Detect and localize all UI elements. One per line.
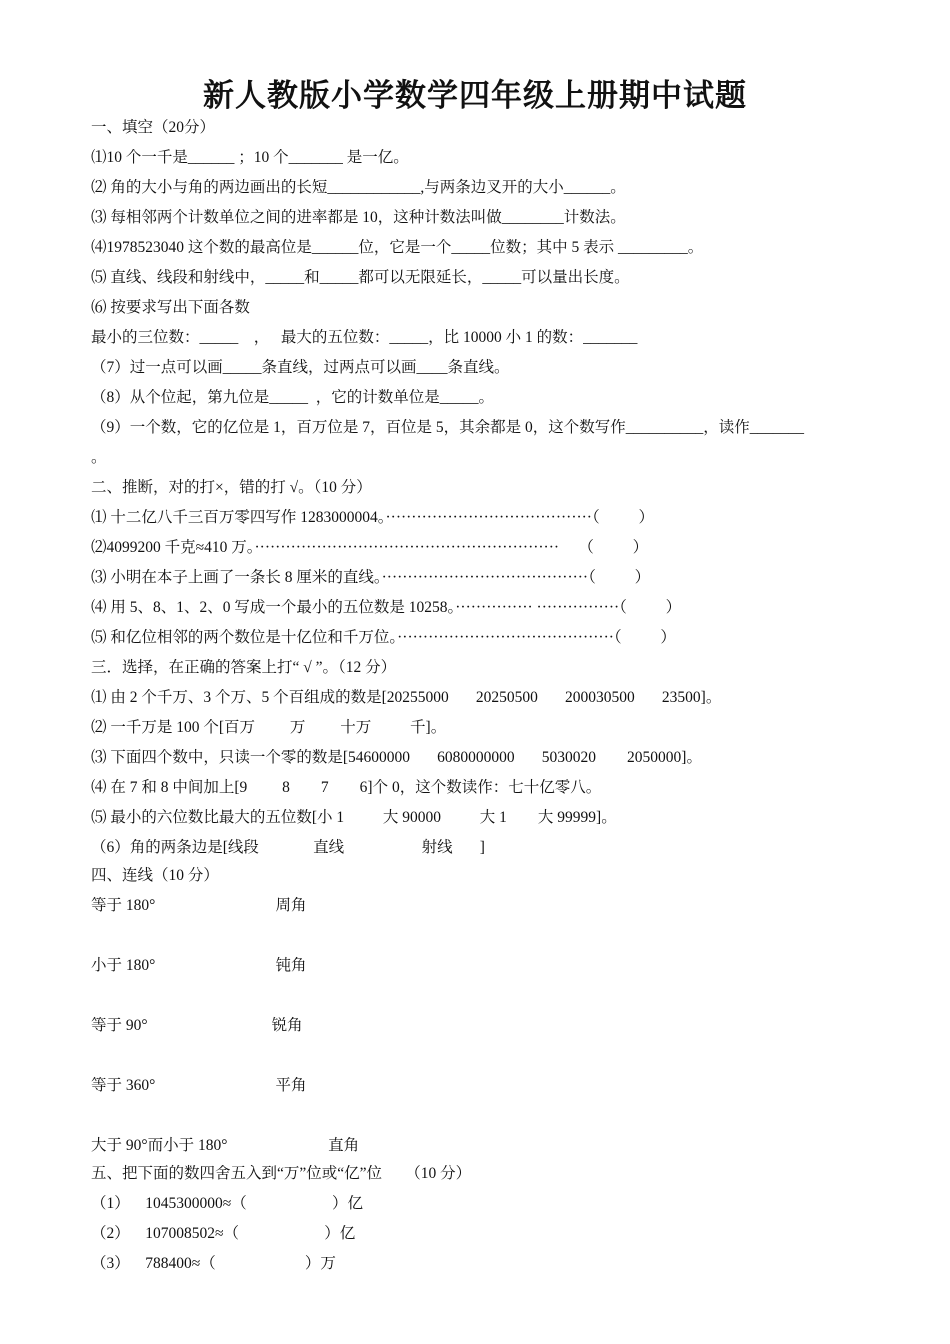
question-line: （6）角的两条边是[线段 直线 射线 ] (91, 839, 485, 856)
question-line: 最小的三位数：_____ ， 最大的五位数：_____，比 10000 小 1 的数：_______ (91, 329, 638, 346)
question-line: ⑶ 小明在本子上画了一条长 8 厘米的直线。········································（ ） (91, 569, 651, 586)
matching-row: 小于 180° 钝角 (91, 957, 307, 974)
section-1-heading: 一、填空（20分） (91, 119, 216, 136)
question-line: ⑴ 十二亿八千三百万零四写作 1283000004。········································（ ） (91, 509, 654, 526)
question-line: ⑵ 角的大小与角的两边画出的长短____________,与两条边叉开的大小______。 (91, 179, 626, 196)
question-line: （3） 788400≈（ ）万 (91, 1255, 336, 1272)
question-line: ⑸ 和亿位相邻的两个数位是十亿位和千万位。··········································（ ） (91, 629, 676, 646)
question-line: （8）从个位起，第九位是_____ ，它的计数单位是_____。 (91, 389, 495, 406)
question-line: ⑷1978523040 这个数的最高位是______位，它是一个_____位数；其中 5 表示 _________。 (91, 239, 704, 256)
question-line: ⑵ 一千万是 100 个[百万 万 十万 千]。 (91, 719, 447, 736)
question-line: ⑴ 由 2 个千万、3 个万、5 个百组成的数是[20255000 20250500 200030500 23500]。 (91, 689, 722, 706)
section-5-heading: 五、把下面的数四舍五入到“万”位或“亿”位 （10 分） (91, 1165, 472, 1182)
matching-row: 等于 180° 周角 (91, 897, 307, 914)
matching-row: 等于 90° 锐角 (91, 1017, 303, 1034)
question-line: ⑶ 下面四个数中，只读一个零的数是[54600000 6080000000 5030020 2050000]。 (91, 749, 702, 766)
question-line: ⑴10 个一千是______ ；10 个_______ 是一亿。 (91, 149, 409, 166)
question-line: ⑷ 用 5、8、1、2、0 写成一个最小的五位数是 10258。··············· ················（ ） (91, 599, 682, 616)
question-line: ⑸ 最小的六位数比最大的五位数[小 1 大 90000 大 1 大 99999]。 (91, 809, 617, 826)
section-4-heading: 四、连线（10 分） (91, 867, 219, 884)
question-line: ⑹ 按要求写出下面各数 (91, 299, 250, 316)
question-line: （7）过一点可以画_____条直线，过两点可以画____条直线。 (91, 359, 510, 376)
question-line: ⑵4099200 千克≈410 万。··························································· （ ） (91, 539, 649, 556)
question-line: （1） 1045300000≈（ ）亿 (91, 1195, 364, 1212)
question-line: （9）一个数，它的亿位是 1，百万位是 7，百位是 5，其余都是 0，这个数写作__________，读作_______ (91, 419, 805, 436)
matching-row: 等于 360° 平角 (91, 1077, 307, 1094)
question-line: ⑷ 在 7 和 8 中间加上[9 8 7 6]个 0，这个数读作：七十亿零八。 (91, 779, 602, 796)
question-line: ⑸ 直线、线段和射线中，_____和_____都可以无限延长，_____可以量出长度。 (91, 269, 630, 286)
section-2-heading: 二、推断，对的打×，错的打 √。（10 分） (91, 479, 372, 496)
question-line: ⑶ 每相邻两个计数单位之间的进率都是 10，这种计数法叫做________计数法。 (91, 209, 626, 226)
question-line: 。 (91, 449, 107, 466)
page-title: 新人教版小学数学四年级上册期中试题 (203, 78, 747, 114)
section-3-heading: 三．选择，在正确的答案上打“ √ ”。（12 分） (91, 659, 397, 676)
question-line: （2） 107008502≈（ ）亿 (91, 1225, 356, 1242)
matching-row: 大于 90°而小于 180° 直角 (91, 1137, 360, 1154)
